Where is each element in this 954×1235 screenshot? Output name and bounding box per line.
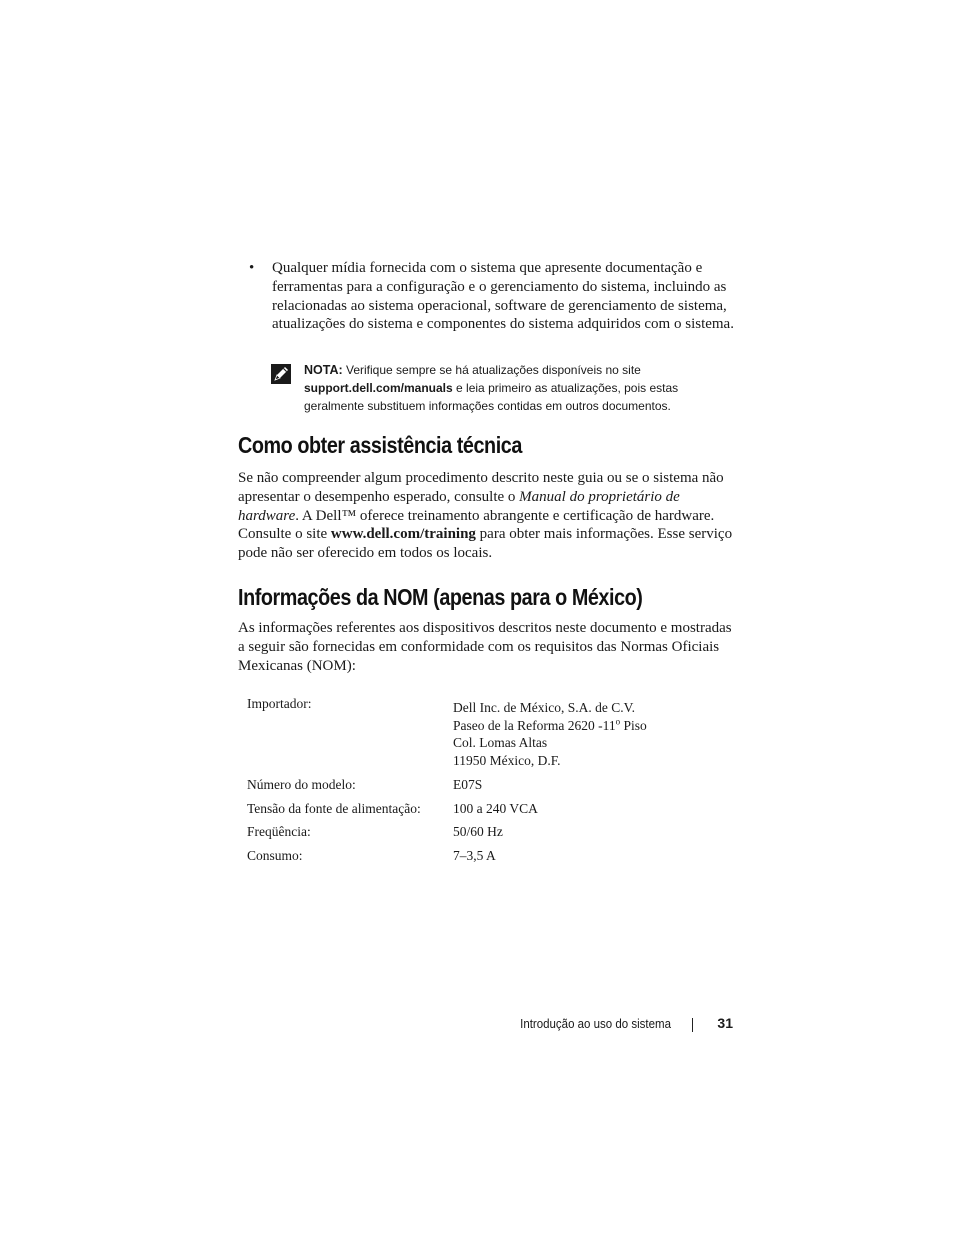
- table-row: [243, 695, 651, 773]
- row-label: Tensão da fonte de alimentação:: [247, 800, 421, 816]
- note-label: NOTA:: [304, 363, 343, 377]
- address-line: 11950 México, D.F.: [453, 752, 561, 768]
- row-label: Freqüência:: [247, 824, 311, 839]
- importer-address: [449, 695, 651, 773]
- nom-table: [243, 695, 651, 867]
- row-label: Consumo:: [247, 847, 303, 863]
- address-line: Col. Lomas Altas: [453, 735, 548, 750]
- assist-text-1: Se não compreender algum procedimento descrito neste guia ou se o sistema não apresentar o desempenho esperado, consulte o: [238, 470, 724, 505]
- page-number: 31: [717, 1015, 733, 1031]
- row-value: 100 a 240 VCA: [453, 800, 538, 816]
- assist-text-3: para obter mais informações. Esse serviço pode não ser oferecido em todos os locais.: [238, 526, 733, 562]
- table-row: [243, 797, 651, 821]
- support-manuals-link[interactable]: support.dell.com/manuals: [304, 381, 453, 395]
- address-line: [453, 717, 647, 735]
- floor-word: Piso: [620, 717, 647, 733]
- bullet-text: Qualquer mídia fornecida com o sistema que apresente documentação e ferramentas para a configuração e o gerenciamento do sistema, incluindo as relacionadas ao sistema operacional, software de gerenciamento de sistema, atualizações do sistema e componentes do sistema adquiridos com o sistema.: [272, 260, 734, 333]
- paragraph-assistance: [238, 469, 738, 563]
- importer-label: Importador:: [247, 696, 312, 711]
- paragraph-nom: As informações referentes aos dispositivos descritos neste documento e mostradas a seguir são fornecidas em conformidade com os requisitos das Normas Oficiais Mexicanas (NOM):: [238, 620, 732, 674]
- address-line: Dell Inc. de México, S.A. de C.V.: [453, 700, 635, 715]
- address-street: Paseo de la Reforma 2620 -11: [453, 717, 616, 733]
- assist-text-2: . A Dell™ oferece treinamento abrangente e certificação de hardware. Consulte o site: [238, 507, 715, 543]
- page-footer: [238, 1014, 738, 1034]
- heading-assistance: Como obter assistência técnica: [238, 432, 522, 458]
- row-value: E07S: [453, 777, 483, 792]
- floor-superscript: o: [615, 716, 621, 726]
- footer-separator: [692, 1018, 693, 1032]
- table-row: [243, 844, 651, 868]
- note-text-after: e leia primeiro as atualizações, pois estas geralmente substituem informações contidas em outros documentos.: [304, 381, 679, 413]
- training-link[interactable]: www.dell.com/training: [330, 526, 476, 543]
- heading-nom: Informações da NOM (apenas para o México): [238, 584, 643, 610]
- row-label: Número do modelo:: [247, 777, 356, 792]
- table-row: [243, 820, 651, 844]
- pencil-note-icon: [270, 363, 292, 385]
- footer-section-title: Introdução ao uso do sistema: [520, 1017, 671, 1031]
- row-value: 50/60 Hz: [453, 824, 503, 839]
- table-row: [243, 773, 651, 797]
- note-text: [304, 361, 734, 415]
- row-value: 7–3,5 A: [453, 847, 496, 863]
- manual-title: Manual do proprietário de hardware: [238, 488, 680, 524]
- bullet-mark: •: [249, 260, 255, 276]
- note-text-before: Verifique sempre se há atualizações disponíveis no site: [346, 363, 641, 377]
